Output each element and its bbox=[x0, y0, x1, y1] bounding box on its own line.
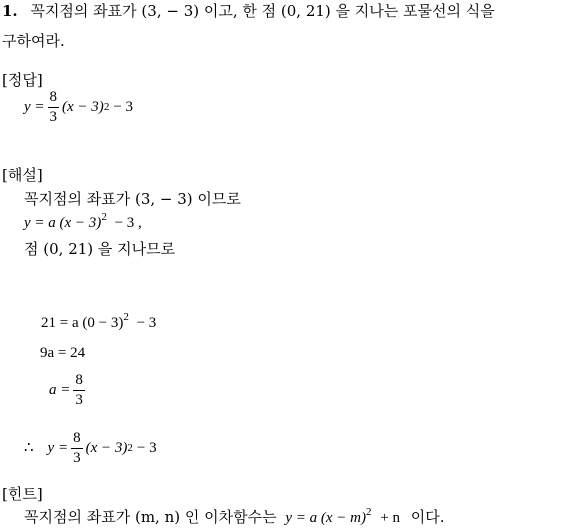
solution-line2-base: y = a (x − 3) bbox=[24, 215, 102, 231]
problem-number: 1. bbox=[2, 2, 18, 20]
solution-eq3-lhs: a = bbox=[49, 381, 71, 398]
hint-line bbox=[24, 506, 445, 526]
solution-final-base: (x − 3) bbox=[85, 439, 128, 456]
solution-eq3-fraction bbox=[73, 373, 85, 408]
answer-equation: y = $\frac{8}{3}$ (x − 3) 2 − 3 bbox=[24, 88, 134, 125]
problem-line-1 bbox=[2, 4, 495, 19]
problem-text-line1: 꼭지점의 좌표가 (3, − 3) 이고, 한 점 (0, 21) 을 지나는 포물선의 식을 bbox=[30, 2, 495, 20]
answer-fraction bbox=[48, 90, 60, 125]
solution-line-2 bbox=[24, 211, 142, 231]
solution-final-den: 3 bbox=[73, 449, 81, 466]
solution-eq3-num: 8 bbox=[73, 373, 85, 391]
solution-heading: [해설] bbox=[2, 166, 43, 184]
hint-formula-exp: 2 bbox=[366, 506, 372, 518]
solution-eq1-base: 21 = a (0 − 3) bbox=[41, 315, 124, 331]
solution-line-1: 꼭지점의 좌표가 (3, − 3) 이므로 bbox=[24, 190, 241, 208]
answer-frac-den: 3 bbox=[49, 108, 58, 125]
solution-final-fraction bbox=[71, 431, 83, 466]
solution-final: ∴ y = $\frac{8}{3}$ (x − 3) 2 − 3 bbox=[24, 429, 157, 466]
solution-final-tail: − 3 bbox=[136, 439, 157, 456]
answer-heading: [정답] bbox=[2, 71, 43, 89]
problem-text-line2: 구하여라. bbox=[2, 32, 65, 50]
solution-eq3-den: 3 bbox=[75, 391, 83, 408]
solution-eq-2: 9a = 24 bbox=[40, 345, 86, 361]
solution-eq1-exp: 2 bbox=[123, 311, 129, 323]
hint-text-post: 이다. bbox=[410, 508, 445, 526]
answer-frac-num: 8 bbox=[48, 90, 60, 108]
solution-eq-3 bbox=[49, 370, 88, 410]
solution-line2-exp: 2 bbox=[101, 211, 107, 223]
solution-eq1-tail: − 3 bbox=[136, 315, 157, 331]
hint-formula-tail: + n bbox=[380, 510, 400, 526]
answer-rhs-tail: − 3 bbox=[113, 98, 134, 115]
hint-heading: [힌트] bbox=[2, 485, 43, 503]
answer-rhs-base: (x − 3) bbox=[62, 98, 104, 115]
solution-line-3: 점 (0, 21) 을 지나므로 bbox=[24, 240, 176, 258]
answer-lhs: y = bbox=[24, 98, 45, 115]
hint-formula-base: y = a (x − m) bbox=[285, 510, 366, 526]
solution-final-lhs: y = bbox=[47, 439, 69, 456]
solution-final-num: 8 bbox=[71, 431, 83, 449]
hint-text-pre: 꼭지점의 좌표가 (m, n) 인 이차함수는 bbox=[24, 508, 277, 526]
solution-eq-1 bbox=[41, 311, 157, 331]
solution-line2-tail: − 3 , bbox=[114, 215, 142, 231]
therefore-symbol: ∴ bbox=[24, 439, 34, 456]
